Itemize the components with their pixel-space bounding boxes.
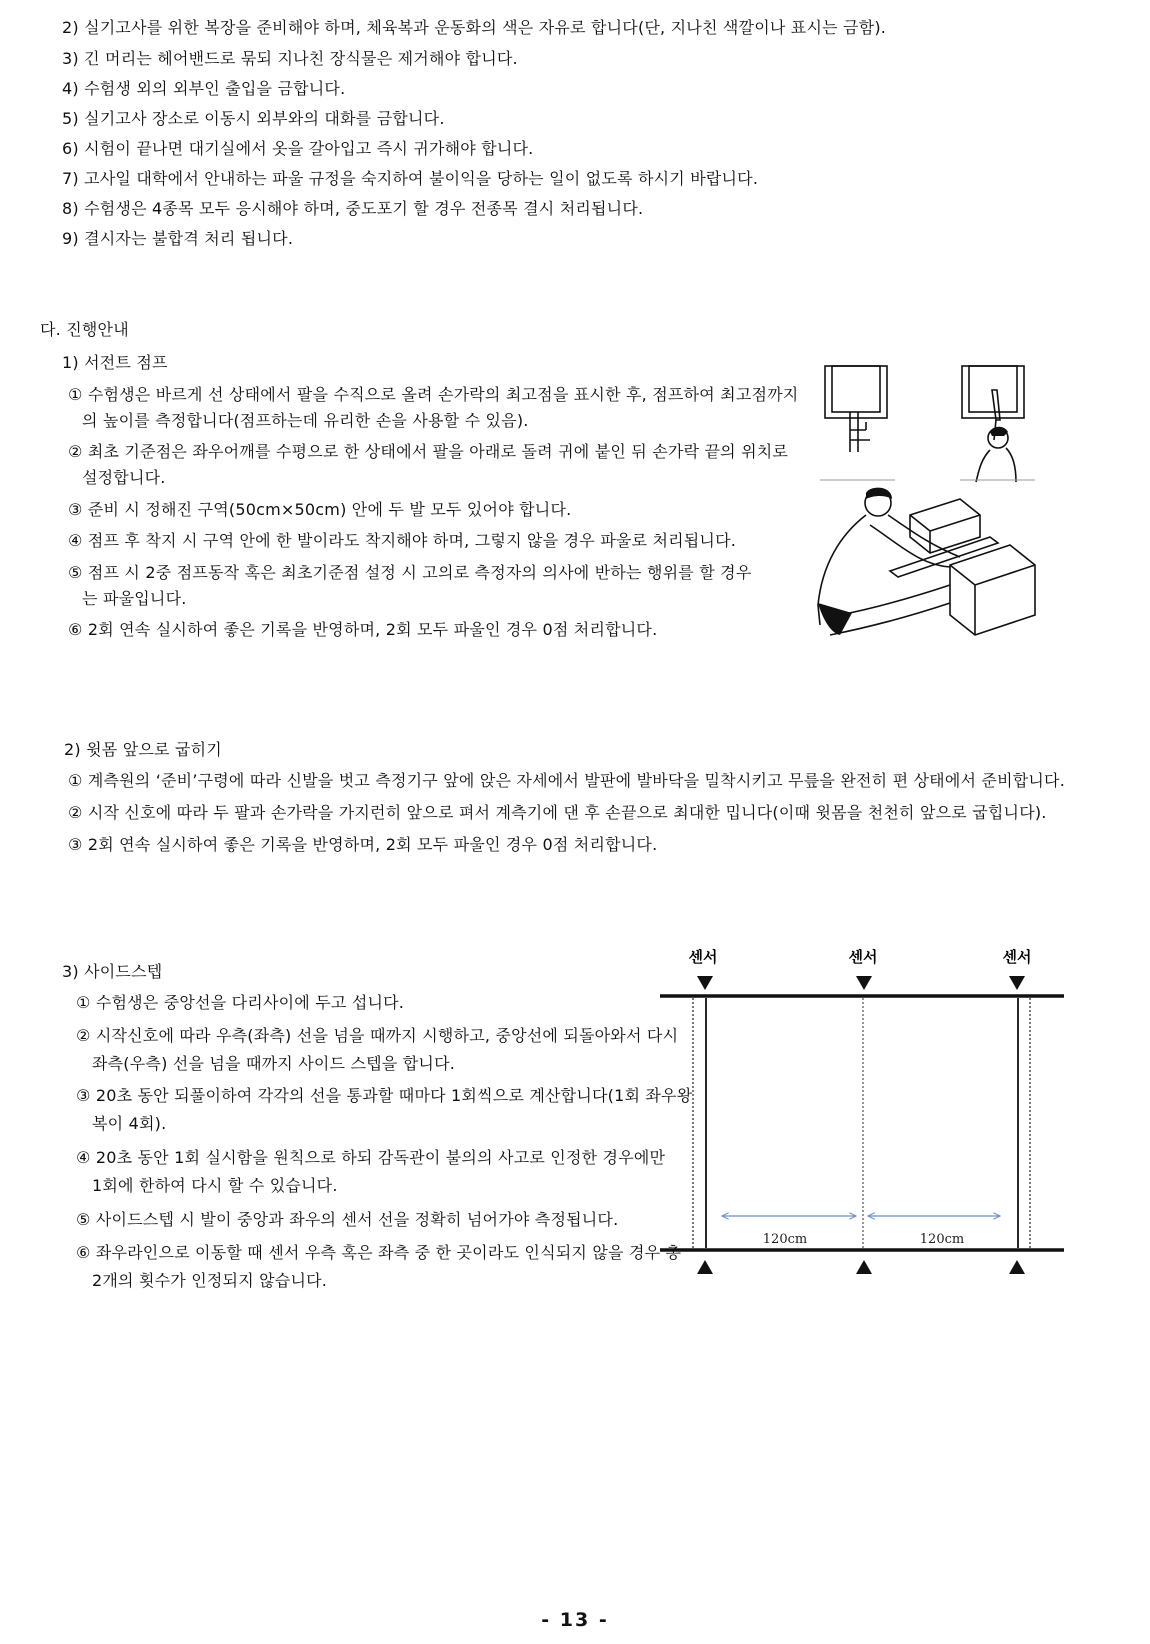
rule-item: 7) 고사일 대학에서 안내하는 파울 규정을 숙지하여 불이익을 당하는 일이 없도록 하시기 바랍니다.	[62, 169, 759, 188]
page-number: - 13 -	[541, 1609, 609, 1631]
side-step-line: ① 수험생은 중앙선을 다리사이에 두고 섭니다.	[76, 993, 405, 1012]
sensor-marker-top	[856, 976, 872, 990]
side-step-line: ② 시작신호에 따라 우측(좌측) 선을 넘을 때까지 시행하고, 중앙선에 되돌아와서 다시	[76, 1026, 679, 1045]
distance-label: 120cm	[762, 1232, 808, 1247]
sargent-jump-title: 1) 서전트 점프	[62, 353, 168, 372]
sensor-marker-bottom	[697, 1260, 713, 1274]
sargent-jump-line: 설정합니다.	[82, 468, 166, 487]
sit-and-reach-line: ② 시작 신호에 따라 두 팔과 손가락을 가지런히 앞으로 펴서 계측기에 댄 후 손끝으로 최대한 밉니다(이때 윗몸을 천천히 앞으로 굽힙니다).	[68, 803, 1047, 822]
sargent-jump-line: ⑤ 점프 시 2중 점프동작 혹은 최초기준점 설정 시 고의로 측정자의 의사에 반하는 행위를 할 경우	[68, 563, 752, 582]
side-step-line: ⑤ 사이드스텝 시 발이 중앙과 좌우의 센서 선을 정확히 넘어가야 측정됩니다.	[76, 1210, 619, 1229]
side-step-diagram	[660, 940, 1070, 1280]
sargent-jump-line: ③ 준비 시 정해진 구역(50cm×50cm) 안에 두 발 모두 있어야 합니다.	[68, 500, 572, 519]
sensor-marker-bottom	[856, 1260, 872, 1274]
side-step-line: 2개의 횟수가 인정되지 않습니다.	[92, 1271, 328, 1290]
sensor-label: 센서	[1002, 948, 1032, 966]
sit-and-reach-line: ③ 2회 연속 실시하여 좋은 기록을 반영하며, 2회 모두 파울인 경우 0점 처리합니다.	[68, 835, 658, 854]
sargent-jump-line: 의 높이를 측정합니다(점프하는데 유리한 손을 사용할 수 있음).	[82, 411, 529, 430]
sargent-jump-line: ① 수험생은 바르게 선 상태에서 팔을 수직으로 올려 손가락의 최고점을 표시한 후, 점프하여 최고점까지	[68, 385, 799, 404]
side-step-line: ⑥ 좌우라인으로 이동할 때 센서 우측 혹은 좌측 중 한 곳이라도 인식되지 않을 경우 총	[76, 1243, 682, 1262]
side-step-title: 3) 사이드스텝	[62, 962, 163, 981]
sit-and-reach-illustration	[800, 485, 1040, 650]
distance-label: 120cm	[919, 1232, 965, 1247]
rule-item: 4) 수험생 외의 외부인 출입을 금합니다.	[62, 79, 346, 98]
rule-item: 9) 결시자는 불합격 처리 됩니다.	[62, 229, 294, 248]
rule-item: 2) 실기고사를 위한 복장을 준비해야 하며, 체육복과 운동화의 색은 자유로 합니다(단, 지나친 색깔이나 표시는 금함).	[62, 18, 887, 37]
section-title: 다. 진행안내	[40, 320, 129, 339]
sensor-label: 센서	[688, 948, 718, 966]
sit-and-reach-title: 2) 윗몸 앞으로 굽히기	[64, 740, 222, 759]
side-step-line: 좌측(우측) 선을 넘을 때까지 사이드 스텝을 합니다.	[92, 1054, 456, 1073]
sargent-jump-line: ② 최초 기준점은 좌우어깨를 수평으로 한 상태에서 팔을 아래로 돌려 귀에 붙인 뒤 손가락 끝의 위치로	[68, 442, 789, 461]
side-step-line: ④ 20초 동안 1회 실시함을 원칙으로 하되 감독관이 불의의 사고로 인정한 경우에만	[76, 1148, 666, 1167]
sargent-jump-illustration	[820, 360, 1040, 485]
sensor-marker-top	[1009, 976, 1025, 990]
rule-item: 3) 긴 머리는 헤어밴드로 묶되 지나친 장식물은 제거해야 합니다.	[62, 49, 518, 68]
rule-item: 8) 수험생은 4종목 모두 응시해야 하며, 중도포기 할 경우 전종목 결시 처리됩니다.	[62, 199, 644, 218]
sensor-marker-bottom	[1009, 1260, 1025, 1274]
rule-item: 6) 시험이 끝나면 대기실에서 옷을 갈아입고 즉시 귀가해야 합니다.	[62, 139, 534, 158]
sensor-label: 센서	[848, 948, 878, 966]
side-step-line: 복이 4회).	[92, 1114, 167, 1133]
sargent-jump-line: ④ 점프 후 착지 시 구역 안에 한 발이라도 착지해야 하며, 그렇지 않을 경우 파울로 처리됩니다.	[68, 531, 737, 550]
sensor-marker-top	[697, 976, 713, 990]
rule-item: 5) 실기고사 장소로 이동시 외부와의 대화를 금합니다.	[62, 109, 445, 128]
sit-and-reach-line: ① 계측원의 ‘준비’구령에 따라 신발을 벗고 측정기구 앞에 앉은 자세에서 발판에 발바닥을 밀착시키고 무릎을 완전히 편 상태에서 준비합니다.	[68, 771, 1065, 790]
side-step-line: ③ 20초 동안 되풀이하여 각각의 선을 통과할 때마다 1회씩으로 계산합니다(1회 좌우왕	[76, 1086, 693, 1105]
sargent-jump-line: 는 파울입니다.	[82, 589, 187, 608]
sargent-jump-line: ⑥ 2회 연속 실시하여 좋은 기록을 반영하며, 2회 모두 파울인 경우 0점 처리합니다.	[68, 620, 658, 639]
side-step-line: 1회에 한하여 다시 할 수 있습니다.	[92, 1176, 338, 1195]
